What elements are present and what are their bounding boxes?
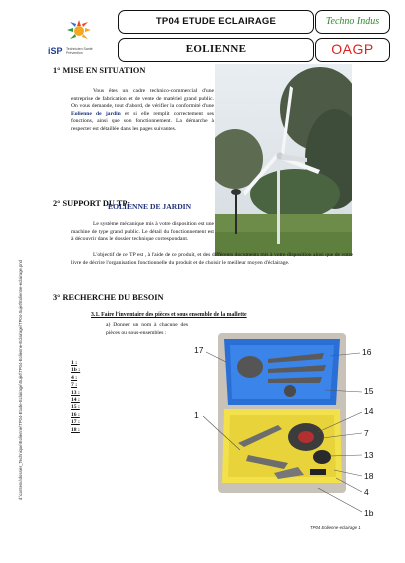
callout-18: 18 <box>364 471 374 481</box>
code-label: OAGP <box>331 41 374 57</box>
list-item: 7 : <box>71 382 78 389</box>
callout-17: 17 <box>194 345 204 355</box>
section1-text-rest: et si elle remplit correctement ses fonctions, ainsi que son fonctionnement. La démarche à respecter est détaillée dans les pages suivantes. <box>71 110 214 132</box>
callout-1: 1 <box>194 410 199 420</box>
section2-paragraph-1: Le système mécanique mis à votre disposition est une machine de type grand public. Le détail du fonctionnement est à découvrir dans le dossier technique correspondant. <box>71 221 214 243</box>
callout-7: 7 <box>364 428 369 438</box>
list-item: 1 : <box>71 360 78 366</box>
callout-14: 14 <box>364 406 374 416</box>
list-item: 15 : <box>71 404 80 411</box>
list-item: 4 : <box>71 374 78 381</box>
section1-text-intro: Vous êtes un cadre technico-commercial d'une entreprise de fabrication et de vente de matériel grand public. On vous demande, tout d'abord, de vérifier la conformité d'une <box>71 88 214 110</box>
section2-heading: 2° SUPPORT DU TP: <box>53 199 131 208</box>
brand-label: Techno Indus <box>325 16 380 27</box>
list-item: 17 : <box>71 419 80 426</box>
callout-16: 16 <box>362 347 372 357</box>
page-footer: TP04 Eolienne-eclairage 1 <box>310 525 361 530</box>
callout-15: 15 <box>364 386 374 396</box>
doc-subtitle: EOLIENNE <box>185 43 247 55</box>
list-item: 1b : <box>71 367 81 374</box>
callout-4: 4 <box>364 487 369 497</box>
list-item: 16 : <box>71 411 80 418</box>
section3-heading: 3° RECHERCHE DU BESOIN <box>53 293 164 302</box>
list-item: 14 : <box>71 397 80 404</box>
section1-heading: 1° MISE EN SITUATION <box>53 66 146 75</box>
list-item: 13 : <box>71 389 80 396</box>
callout-13: 13 <box>364 450 374 460</box>
file-path-vertical: d:\contenu\dossier_Technique\Eolienne\TP04-Etude-Eclairage\Sujet\TP04-Eolienne-Eclairage\TP04-Sujet\Eolienne-eclairage.pnd <box>18 260 23 500</box>
inventory-instruction: a) Donner un nom à chacune des pièces ou sous-ensembles : <box>106 322 188 336</box>
product-name-bold: Eolienne de jardin <box>71 110 121 117</box>
logo-text: iSP <box>48 46 63 56</box>
list-item: 18 : <box>71 426 80 433</box>
section2-subheading: EOLIENNE DE JARDIN <box>108 202 192 211</box>
callout-1b: 1b <box>364 508 374 518</box>
logo-subtitle: Technicien Santé Prévention <box>66 47 93 55</box>
inventory-subtitle: 3.1. Faire l'inventaire des pièces et sous ensemble de la mallette <box>91 312 247 318</box>
doc-title: TP04 ETUDE ECLAIRAGE <box>155 16 277 27</box>
section2-paragraph-2: L'objectif de ce TP est , à l'aide de ce produit, et des différents documents mis à votre disposition ainsi que de votre livre de décrire l'organisation fonctionnelle du produit et de choisir le meilleur moyen d'éclairage. <box>71 252 353 266</box>
